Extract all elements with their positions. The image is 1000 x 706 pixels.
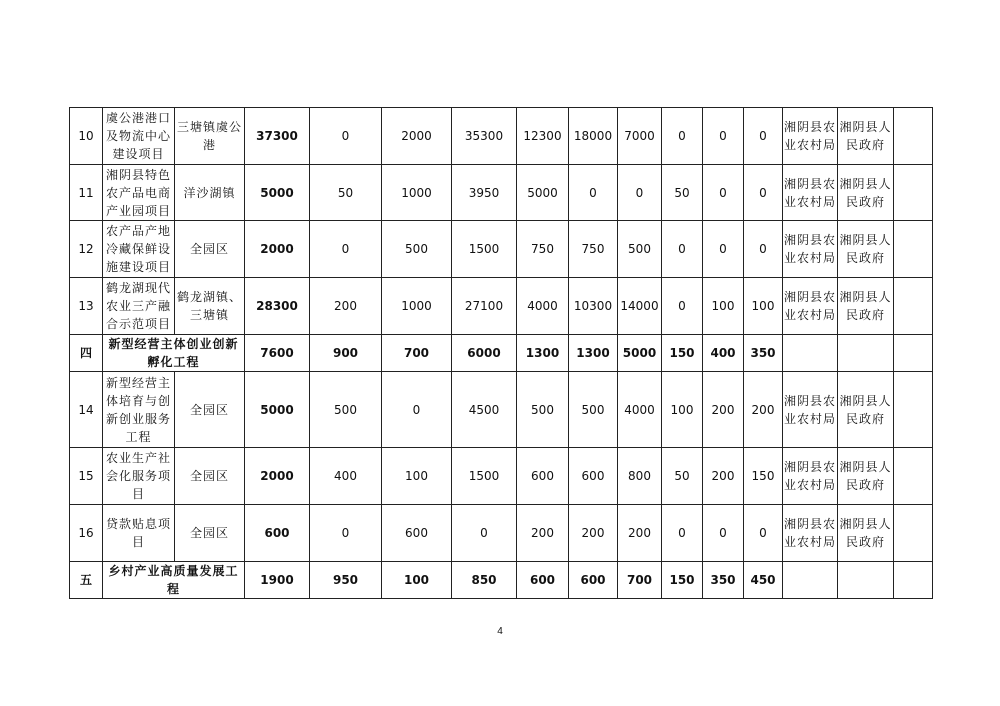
total-investment: 5000 — [245, 372, 310, 448]
total-investment: 28300 — [245, 278, 310, 335]
value-cell: 0 — [744, 165, 783, 221]
value-cell: 150 — [662, 562, 703, 599]
row-number: 12 — [70, 221, 103, 278]
supervising-unit: 湘阴县人民政府 — [838, 505, 894, 562]
project-location: 洋沙湖镇 — [175, 165, 245, 221]
value-cell: 600 — [517, 562, 569, 599]
value-cell: 0 — [744, 221, 783, 278]
supervising-unit: 湘阴县人民政府 — [838, 278, 894, 335]
value-cell: 150 — [662, 335, 703, 372]
value-cell: 0 — [744, 505, 783, 562]
row-number: 13 — [70, 278, 103, 335]
section-number: 四 — [70, 335, 103, 372]
remark-cell — [894, 165, 933, 221]
section-row — [70, 335, 933, 372]
remark-cell — [894, 505, 933, 562]
value-cell: 0 — [662, 221, 703, 278]
value-cell: 14000 — [618, 278, 662, 335]
value-cell: 600 — [569, 562, 618, 599]
value-cell: 5000 — [618, 335, 662, 372]
total-investment: 2000 — [245, 448, 310, 505]
value-cell: 200 — [744, 372, 783, 448]
value-cell: 18000 — [569, 108, 618, 165]
project-name: 湘阴县特色农产品电商产业园项目 — [103, 165, 175, 221]
value-cell: 50 — [310, 165, 382, 221]
value-cell: 1300 — [517, 335, 569, 372]
remark-cell — [894, 372, 933, 448]
value-cell: 4000 — [618, 372, 662, 448]
value-cell: 200 — [703, 448, 744, 505]
value-cell: 0 — [662, 505, 703, 562]
value-cell: 10300 — [569, 278, 618, 335]
table-row — [70, 505, 933, 562]
value-cell: 4000 — [517, 278, 569, 335]
row-number: 14 — [70, 372, 103, 448]
value-cell: 350 — [744, 335, 783, 372]
value-cell: 200 — [517, 505, 569, 562]
total-investment: 5000 — [245, 165, 310, 221]
supervising-unit: 湘阴县人民政府 — [838, 372, 894, 448]
value-cell: 0 — [662, 278, 703, 335]
section-number: 五 — [70, 562, 103, 599]
value-cell: 750 — [569, 221, 618, 278]
project-name: 新型经营主体培育与创新创业服务工程 — [103, 372, 175, 448]
supervising-unit — [838, 335, 894, 372]
section-name: 乡村产业高质量发展工程 — [103, 562, 245, 599]
value-cell: 950 — [310, 562, 382, 599]
section-name: 新型经营主体创业创新孵化工程 — [103, 335, 245, 372]
total-investment: 600 — [245, 505, 310, 562]
responsible-unit: 湘阴县农业农村局 — [783, 221, 838, 278]
total-investment: 1900 — [245, 562, 310, 599]
row-number: 16 — [70, 505, 103, 562]
value-cell: 35300 — [452, 108, 517, 165]
responsible-unit — [783, 335, 838, 372]
value-cell: 3950 — [452, 165, 517, 221]
value-cell: 2000 — [382, 108, 452, 165]
value-cell: 500 — [618, 221, 662, 278]
total-investment: 2000 — [245, 221, 310, 278]
page-number: 4 — [497, 626, 503, 637]
value-cell: 4500 — [452, 372, 517, 448]
value-cell: 850 — [452, 562, 517, 599]
value-cell: 900 — [310, 335, 382, 372]
value-cell: 800 — [618, 448, 662, 505]
value-cell: 200 — [703, 372, 744, 448]
value-cell: 600 — [569, 448, 618, 505]
responsible-unit: 湘阴县农业农村局 — [783, 108, 838, 165]
value-cell: 0 — [703, 221, 744, 278]
remark-cell — [894, 221, 933, 278]
value-cell: 50 — [662, 165, 703, 221]
value-cell: 600 — [517, 448, 569, 505]
investment-table — [69, 107, 933, 599]
value-cell: 1300 — [569, 335, 618, 372]
value-cell: 700 — [382, 335, 452, 372]
responsible-unit: 湘阴县农业农村局 — [783, 372, 838, 448]
value-cell: 200 — [618, 505, 662, 562]
remark-cell — [894, 448, 933, 505]
value-cell: 500 — [382, 221, 452, 278]
value-cell: 750 — [517, 221, 569, 278]
value-cell: 500 — [310, 372, 382, 448]
value-cell: 27100 — [452, 278, 517, 335]
value-cell: 200 — [310, 278, 382, 335]
responsible-unit — [783, 562, 838, 599]
project-name: 农产品产地冷藏保鲜设施建设项目 — [103, 221, 175, 278]
total-investment: 37300 — [245, 108, 310, 165]
responsible-unit: 湘阴县农业农村局 — [783, 165, 838, 221]
value-cell: 400 — [310, 448, 382, 505]
row-number: 10 — [70, 108, 103, 165]
value-cell: 400 — [703, 335, 744, 372]
responsible-unit: 湘阴县农业农村局 — [783, 505, 838, 562]
value-cell: 1000 — [382, 278, 452, 335]
value-cell: 100 — [703, 278, 744, 335]
supervising-unit: 湘阴县人民政府 — [838, 221, 894, 278]
table-row — [70, 372, 933, 448]
value-cell: 0 — [744, 108, 783, 165]
remark-cell — [894, 335, 933, 372]
table-row — [70, 108, 933, 165]
remark-cell — [894, 562, 933, 599]
value-cell: 500 — [569, 372, 618, 448]
remark-cell — [894, 278, 933, 335]
supervising-unit: 湘阴县人民政府 — [838, 165, 894, 221]
value-cell: 0 — [569, 165, 618, 221]
value-cell: 50 — [662, 448, 703, 505]
value-cell: 100 — [382, 562, 452, 599]
project-name: 农业生产社会化服务项目 — [103, 448, 175, 505]
value-cell: 100 — [662, 372, 703, 448]
table-row — [70, 165, 933, 221]
total-investment: 7600 — [245, 335, 310, 372]
project-location: 全园区 — [175, 448, 245, 505]
value-cell: 200 — [569, 505, 618, 562]
value-cell: 700 — [618, 562, 662, 599]
value-cell: 0 — [703, 108, 744, 165]
value-cell: 5000 — [517, 165, 569, 221]
value-cell: 100 — [382, 448, 452, 505]
supervising-unit — [838, 562, 894, 599]
project-location: 全园区 — [175, 221, 245, 278]
project-location: 三塘镇虞公港 — [175, 108, 245, 165]
value-cell: 350 — [703, 562, 744, 599]
value-cell: 100 — [744, 278, 783, 335]
table-row — [70, 448, 933, 505]
value-cell: 1500 — [452, 448, 517, 505]
value-cell: 0 — [703, 165, 744, 221]
project-name: 虞公港港口及物流中心建设项目 — [103, 108, 175, 165]
value-cell: 7000 — [618, 108, 662, 165]
table-row — [70, 221, 933, 278]
value-cell: 0 — [703, 505, 744, 562]
value-cell: 1000 — [382, 165, 452, 221]
value-cell: 0 — [310, 505, 382, 562]
value-cell: 1500 — [452, 221, 517, 278]
value-cell: 0 — [310, 221, 382, 278]
responsible-unit: 湘阴县农业农村局 — [783, 448, 838, 505]
value-cell: 150 — [744, 448, 783, 505]
project-location: 全园区 — [175, 372, 245, 448]
project-name: 鹤龙湖现代农业三产融合示范项目 — [103, 278, 175, 335]
value-cell: 0 — [618, 165, 662, 221]
value-cell: 600 — [382, 505, 452, 562]
project-location: 全园区 — [175, 505, 245, 562]
section-row — [70, 562, 933, 599]
value-cell: 6000 — [452, 335, 517, 372]
value-cell: 12300 — [517, 108, 569, 165]
table-row — [70, 278, 933, 335]
project-name: 贷款贴息项目 — [103, 505, 175, 562]
supervising-unit: 湘阴县人民政府 — [838, 448, 894, 505]
value-cell: 0 — [452, 505, 517, 562]
value-cell: 0 — [662, 108, 703, 165]
supervising-unit: 湘阴县人民政府 — [838, 108, 894, 165]
row-number: 15 — [70, 448, 103, 505]
value-cell: 0 — [382, 372, 452, 448]
responsible-unit: 湘阴县农业农村局 — [783, 278, 838, 335]
project-location: 鹤龙湖镇、三塘镇 — [175, 278, 245, 335]
value-cell: 0 — [310, 108, 382, 165]
row-number: 11 — [70, 165, 103, 221]
value-cell: 450 — [744, 562, 783, 599]
remark-cell — [894, 108, 933, 165]
value-cell: 500 — [517, 372, 569, 448]
